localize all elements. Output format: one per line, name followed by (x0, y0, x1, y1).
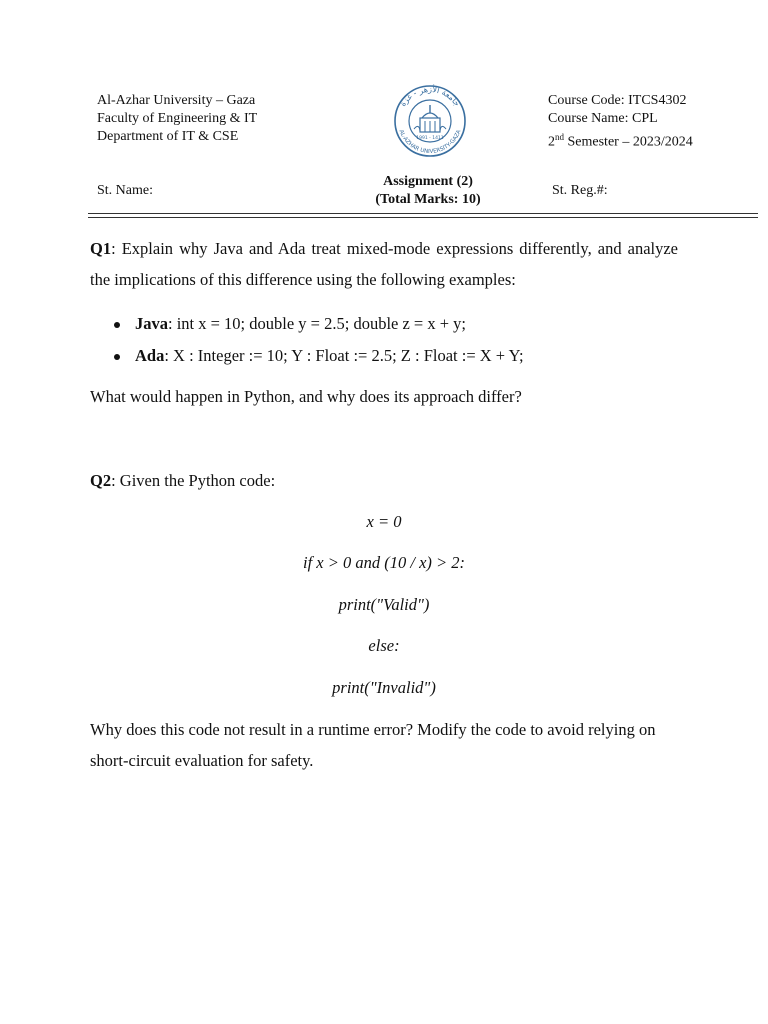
code-line: print("Invalid") (332, 678, 436, 697)
logo-year: 1991 - 1411 (416, 136, 444, 141)
list-item (110, 308, 524, 340)
header-divider-top (88, 213, 758, 214)
course-info (548, 92, 693, 152)
svg-text:جامعة الأزهر - غزة (398, 84, 462, 108)
code-line: else: (368, 636, 400, 655)
example-language: Ada (135, 346, 165, 365)
q1-examples-list (110, 308, 524, 372)
total-marks: (Total Marks: 10) (375, 192, 481, 207)
university-seal-icon (384, 83, 476, 157)
student-name-label: St. Name: (97, 183, 153, 198)
university-name: Al-Azhar University – Gaza (97, 93, 256, 108)
code-line: print("Valid") (338, 595, 430, 614)
question-2 (90, 465, 275, 496)
department-name: Department of IT & CSE (97, 129, 239, 144)
code-line: if x > 0 and (10 / x) > 2: (302, 553, 466, 572)
bullet-icon (114, 354, 120, 360)
semester-ordinal: nd (555, 132, 564, 142)
logo-text-bottom: AL-AZHAR UNIVERSITY-GAZA (397, 129, 463, 156)
assignment-heading (330, 173, 526, 209)
course-code: Course Code: ITCS4302 (548, 93, 687, 108)
course-name: Course Name: CPL (548, 111, 658, 126)
semester (548, 128, 693, 152)
university-logo (384, 83, 476, 157)
q1-python-question: What would happen in Python, and why does its approach differ? (90, 387, 522, 406)
assignment-title: Assignment (2) (383, 174, 473, 189)
semester-number: 2 (548, 134, 555, 150)
logo-text-top: جامعة الأزهر - غزة (398, 84, 462, 108)
q2-question: Why does this code not result in a runtime error? Modify the code to avoid relying on short-circuit evaluation for safety. (90, 720, 656, 770)
example-code: : int x = 10; double y = 2.5; double z = x + y; (168, 314, 466, 333)
code-line: x = 0 (366, 512, 402, 531)
q1-label: Q1 (90, 239, 112, 258)
example-language: Java (135, 314, 168, 333)
question-1 (90, 233, 678, 295)
q2-label: Q2 (90, 471, 112, 490)
header-divider-bottom (88, 217, 758, 218)
q1-text: : Explain why Java and Ada treat mixed-mode expressions differently, and analyze the implications of this difference using the following examples: (90, 239, 678, 289)
student-reg-label: St. Reg.#: (552, 183, 608, 198)
list-item (110, 340, 524, 372)
faculty-name: Faculty of Engineering & IT (97, 111, 258, 126)
university-info (97, 92, 257, 146)
bullet-icon (114, 322, 120, 328)
example-code: : X : Integer := 10; Y : Float := 2.5; Z : Float := X + Y; (164, 346, 524, 365)
semester-rest: Semester – 2023/2024 (564, 134, 693, 150)
q2-text: : Given the Python code: (111, 471, 276, 490)
